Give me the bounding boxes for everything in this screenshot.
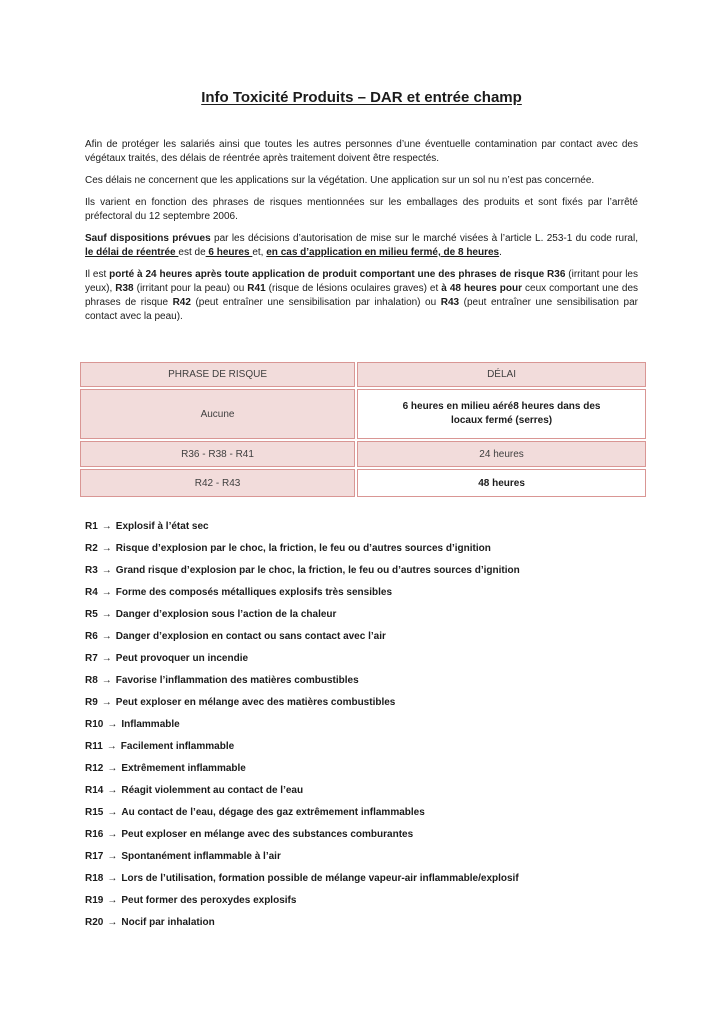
text-run: porté à 24 heures après toute application de produit comportant une des phrases de risque R36 <box>109 269 566 280</box>
text-run: Ces délais ne concernent que les applications sur la végétation. Une application sur un sol nu n’est pas concernée. <box>85 175 595 186</box>
arrow-icon: → <box>107 763 118 774</box>
risk-text: Nocif par inhalation <box>121 917 215 928</box>
text-run: (peut entraîner une sensibilisation par contact avec la peau). <box>85 297 638 322</box>
risk-text: Facilement inflammable <box>120 741 235 752</box>
arrow-icon: → <box>107 807 118 818</box>
arrow-icon: → <box>107 719 118 730</box>
risk-text: Peut provoquer un incendie <box>115 653 249 664</box>
risk-phrase-item <box>85 762 638 775</box>
cell-delai: 48 heures <box>357 469 646 497</box>
arrow-icon: → <box>101 565 112 576</box>
text-run: le délai de réentrée <box>85 247 179 258</box>
risk-text: Risque d’explosion par le choc, la friction, le feu ou d’autres sources d’ignition <box>115 543 491 554</box>
risk-text: Danger d’explosion sous l’action de la chaleur <box>115 609 337 620</box>
risk-text: Forme des composés métalliques explosifs très sensibles <box>115 587 393 598</box>
text-run: (irritant pour les yeux), <box>85 269 638 294</box>
risk-text: Spontanément inflammable à l’air <box>121 851 281 862</box>
intro-paragraphs <box>85 138 638 324</box>
risk-code: R20 <box>85 917 104 928</box>
arrow-icon: → <box>101 675 112 686</box>
risk-text: Extrêmement inflammable <box>121 763 246 774</box>
risk-phrase-item <box>85 718 638 731</box>
risk-phrase-item <box>85 916 638 929</box>
risk-text: Au contact de l’eau, dégage des gaz extrêmement inflammables <box>121 807 425 818</box>
risk-phrase-item <box>85 520 638 533</box>
risk-phrase-list <box>85 520 638 929</box>
risk-phrase-item <box>85 564 638 577</box>
text-run: (risque de lésions oculaires graves) et <box>265 283 442 294</box>
risk-phrase-item <box>85 806 638 819</box>
text-run: R41 <box>247 283 266 294</box>
arrow-icon: → <box>101 543 112 554</box>
risk-phrase-item <box>85 586 638 599</box>
text-run: Ils varient en fonction des phrases de risques mentionnées sur les emballages des produits et sont fixés par l’arrêté préfectoral du 12 septembre 2006. <box>85 197 638 222</box>
paragraph <box>85 232 638 260</box>
arrow-icon: → <box>101 697 112 708</box>
text-run: R42 <box>172 297 191 308</box>
risk-code: R15 <box>85 807 104 818</box>
column-header-phrase-de-risque: PHRASE DE RISQUE <box>80 362 355 387</box>
risk-phrase-item <box>85 784 638 797</box>
arrow-icon: → <box>101 653 112 664</box>
risk-code: R18 <box>85 873 104 884</box>
risk-phrase-item <box>85 608 638 621</box>
text-run: Afin de protéger les salariés ainsi que toutes les autres personnes d’une éventuelle contamination par contact avec des végétaux traités, des délais de réentrée après traitement doivent être respectés. <box>85 139 638 164</box>
text-run: Sauf dispositions prévues <box>85 233 211 244</box>
risk-text: Grand risque d’explosion par le choc, la friction, le feu ou d’autres sources d’ignition <box>115 565 520 576</box>
text-run: par les décisions d’autorisation de mise sur le marché visées à l’article L. 253-1 du code rural, <box>210 233 638 244</box>
arrow-icon: → <box>107 829 118 840</box>
risk-phrase-item <box>85 542 638 555</box>
table-row <box>80 441 646 467</box>
text-run: (irritant pour la peau) ou <box>133 283 248 294</box>
risk-phrase-item <box>85 674 638 687</box>
text-run: . <box>499 247 502 258</box>
table-row <box>80 389 646 439</box>
text-run: ceux comportant une des phrases de risque <box>85 283 639 308</box>
paragraph <box>85 268 638 324</box>
risk-code: R1 <box>85 521 98 532</box>
cell-phrase: R42 - R43 <box>80 469 355 497</box>
risk-phrase-item <box>85 740 638 753</box>
risk-text: Peut exploser en mélange avec des substances comburantes <box>121 829 414 840</box>
risk-code: R8 <box>85 675 98 686</box>
cell-phrase: Aucune <box>80 389 355 439</box>
arrow-icon: → <box>101 631 112 642</box>
table-row <box>80 469 646 497</box>
text-run: et, <box>252 247 267 258</box>
risk-code: R17 <box>85 851 104 862</box>
arrow-icon: → <box>101 521 112 532</box>
risk-code: R11 <box>85 741 103 752</box>
paragraph <box>85 196 638 224</box>
risk-code: R4 <box>85 587 98 598</box>
risk-code: R14 <box>85 785 104 796</box>
risk-text: Peut former des peroxydes explosifs <box>121 895 297 906</box>
risk-text: Lors de l’utilisation, formation possible de mélange vapeur-air inflammable/explosif <box>121 873 519 884</box>
risk-phrase-item <box>85 630 638 643</box>
delay-table <box>78 360 648 499</box>
text-run: est de <box>178 247 206 258</box>
arrow-icon: → <box>107 851 118 862</box>
arrow-icon: → <box>107 785 118 796</box>
risk-phrase-item <box>85 828 638 841</box>
page-title-text: Info Toxicité Produits – DAR et entrée champ <box>201 89 522 106</box>
risk-phrase-item <box>85 850 638 863</box>
text-run: R38 <box>115 283 134 294</box>
arrow-icon: → <box>107 895 118 906</box>
risk-text: Favorise l’inflammation des matières combustibles <box>115 675 359 686</box>
risk-text: Peut exploser en mélange avec des matières combustibles <box>115 697 396 708</box>
risk-text: Inflammable <box>121 719 180 730</box>
risk-code: R3 <box>85 565 98 576</box>
paragraph <box>85 138 638 166</box>
text-run: 6 heures <box>205 247 253 258</box>
arrow-icon: → <box>107 917 118 928</box>
risk-code: R10 <box>85 719 104 730</box>
risk-code: R2 <box>85 543 98 554</box>
text-run: à 48 heures pour <box>441 283 522 294</box>
risk-phrase-item <box>85 696 638 709</box>
page-title <box>85 88 638 107</box>
risk-text: Explosif à l’état sec <box>115 521 209 532</box>
risk-code: R19 <box>85 895 104 906</box>
text-run: en cas d’application en milieu fermé, de 8 heures <box>266 247 500 258</box>
cell-phrase: R36 - R38 - R41 <box>80 441 355 467</box>
column-header-delai: DÉLAI <box>357 362 646 387</box>
paragraph <box>85 174 638 188</box>
arrow-icon: → <box>101 587 112 598</box>
risk-code: R7 <box>85 653 98 664</box>
risk-code: R9 <box>85 697 98 708</box>
risk-code: R6 <box>85 631 98 642</box>
risk-code: R5 <box>85 609 98 620</box>
arrow-icon: → <box>107 873 118 884</box>
risk-code: R16 <box>85 829 104 840</box>
cell-delai: 24 heures <box>357 441 646 467</box>
risk-phrase-item <box>85 652 638 665</box>
text-run: (peut entraîner une sensibilisation par inhalation) ou <box>190 297 441 308</box>
table-header-row <box>80 362 646 387</box>
risk-text: Réagit violemment au contact de l’eau <box>121 785 304 796</box>
risk-phrase-item <box>85 872 638 885</box>
risk-code: R12 <box>85 763 104 774</box>
arrow-icon: → <box>101 609 112 620</box>
risk-phrase-item <box>85 894 638 907</box>
arrow-icon: → <box>106 741 117 752</box>
risk-text: Danger d’explosion en contact ou sans contact avec l’air <box>115 631 386 642</box>
text-run: Il est <box>85 269 110 280</box>
cell-delai: 6 heures en milieu aéré8 heures dans des locaux fermé (serres) <box>357 389 646 439</box>
text-run: R43 <box>440 297 460 308</box>
